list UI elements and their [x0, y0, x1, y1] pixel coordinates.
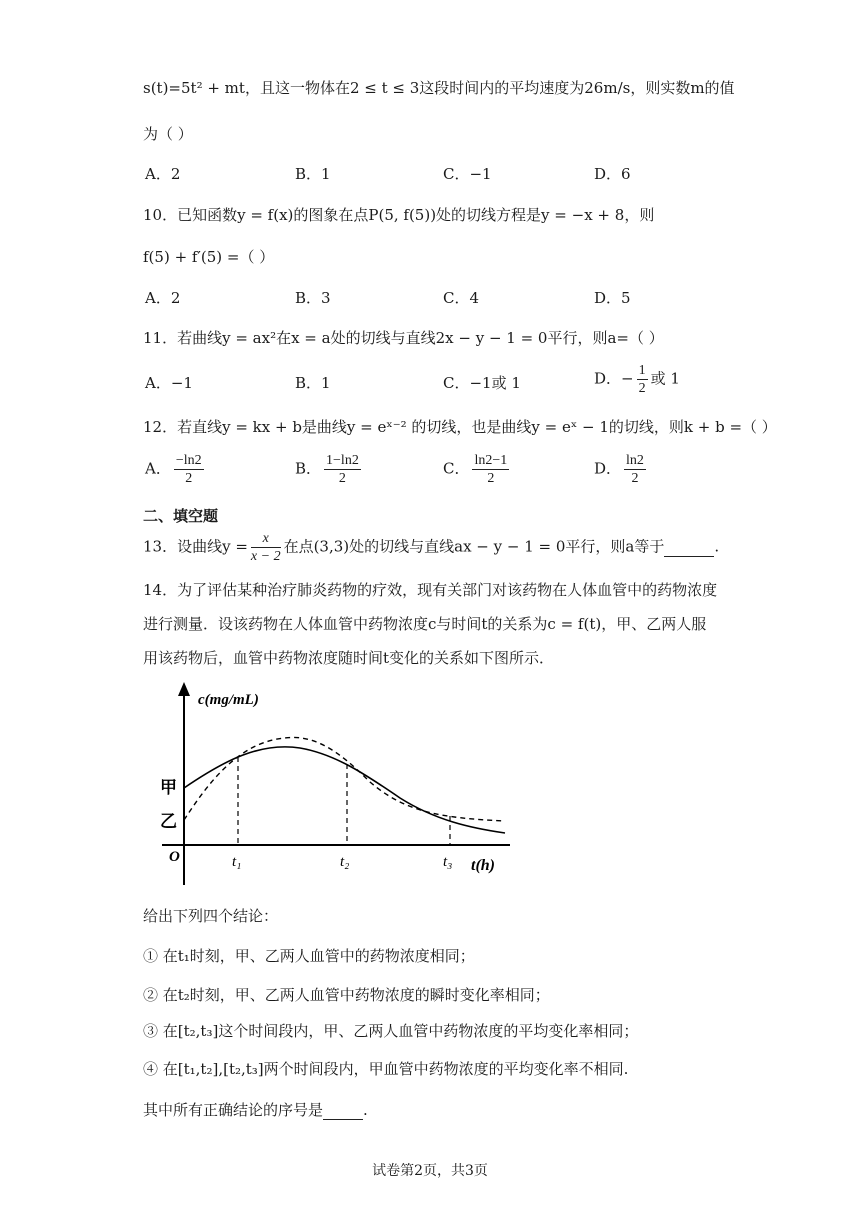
q12-option-c-fraction	[472, 452, 509, 487]
q11-option-d-suffix: 或 1	[650, 369, 680, 388]
curve-label-yi: 乙	[160, 812, 177, 832]
q11-stem: 11．若曲线y = ax²在x = a处的切线与直线2x − y − 1 = 0平行，则a=（ ）	[143, 329, 664, 347]
q12-option-c-label: C．	[443, 459, 470, 478]
q13-answer-blank[interactable]	[664, 538, 714, 557]
q14-question-text: 其中所有正确结论的序号是	[143, 1101, 324, 1119]
concentration-graph	[150, 680, 520, 895]
q11-option-d-denominator: 2	[638, 381, 646, 396]
q10-option-a: A．2	[145, 289, 181, 307]
y-axis-label: c(mg/mL)	[198, 692, 259, 708]
curve-label-jia: 甲	[160, 778, 177, 798]
q12-option-d-numerator: ln2	[626, 453, 644, 468]
q14-stem-line1: 14．为了评估某种治疗肺炎药物的疗效，现有关部门对该药物在人体血管中的药物浓度	[143, 581, 718, 599]
q14-intro: 给出下列四个结论：	[143, 907, 279, 925]
q13-fraction-denominator: x − 2	[250, 549, 281, 564]
q12-option-b-label: B．	[295, 459, 322, 478]
q12-option-c	[443, 452, 512, 487]
y-axis-arrow	[178, 682, 190, 696]
q11-option-a: A．−1	[145, 374, 193, 392]
q14-answer-blank[interactable]	[323, 1101, 363, 1120]
q10-stem-line1: 10．已知函数y = f(x)的图象在点P(5, f(5))处的切线方程是y = −x + 8，则	[143, 206, 655, 224]
q12-option-d-label: D．	[594, 459, 622, 478]
q13-fraction-numerator: x	[251, 530, 281, 548]
q12-option-a	[145, 452, 207, 487]
curve-jia	[184, 747, 505, 833]
q9-stem-line1: s(t)=5t² + mt，且这一物体在2 ≤ t ≤ 3这段时间内的平均速度为26m/s，则实数m的值	[143, 79, 735, 97]
q12-option-a-numerator: −ln2	[175, 453, 202, 468]
q12-option-c-numerator: ln2−1	[474, 453, 508, 468]
q11-option-d-prefix: D．−	[594, 369, 634, 388]
q12-option-c-denominator: 2	[487, 471, 495, 486]
section-title-fill-in: 二、填空题	[143, 507, 219, 525]
q14-conclusion-2: ② 在t₂时刻，甲、乙两人血管中药物浓度的瞬时变化率相同；	[143, 986, 550, 1004]
q12-option-d-fraction	[624, 452, 646, 487]
q14-conclusion-4: ④ 在[t₁,t₂],[t₂,t₃]两个时间段内，甲血管中药物浓度的平均变化率不相同.	[143, 1060, 629, 1078]
q12-stem: 12．若直线y = kx + b是曲线y = eˣ⁻² 的切线，也是曲线y = eˣ − 1的切线，则k + b =（ ）	[143, 418, 777, 436]
q13-prefix: 13．设曲线y =	[143, 537, 248, 556]
q12-option-b-fraction	[324, 452, 361, 487]
q10-option-b: B．3	[295, 289, 331, 307]
q14-question	[143, 1099, 368, 1120]
tick-t3: t₃	[443, 854, 453, 870]
q11-option-c: C．−1或 1	[443, 374, 521, 392]
q11-option-d-fraction	[637, 362, 648, 397]
q14-stem-line3: 用该药物后，血管中药物浓度随时间t变化的关系如下图所示．	[143, 649, 555, 667]
q12-option-b-numerator: 1−ln2	[326, 453, 359, 468]
tick-t2: t₂	[340, 854, 350, 870]
q9-option-c: C．−1	[443, 165, 492, 183]
q12-option-a-label: A．	[145, 459, 171, 478]
q10-option-c: C．4	[443, 289, 480, 307]
q11-option-d-numerator: 1	[638, 363, 646, 378]
q12-option-b-denominator: 2	[338, 471, 346, 486]
q12-option-a-fraction	[174, 452, 204, 487]
q9-stem-line2: 为（ ）	[143, 125, 193, 143]
curve-yi	[184, 737, 505, 821]
q13-end: .	[714, 537, 720, 556]
q10-stem-line2: f(5) + f′(5) =（ ）	[143, 248, 275, 266]
q9-option-b: B．1	[295, 165, 331, 183]
q9-option-d: D．6	[594, 165, 631, 183]
q12-option-d-denominator: 2	[631, 471, 639, 486]
tick-t1: t₁	[232, 854, 242, 870]
q11-option-d	[594, 362, 680, 397]
q11-option-b: B．1	[295, 374, 331, 392]
q10-option-d: D．5	[594, 289, 631, 307]
q14-conclusion-3: ③ 在[t₂,t₃]这个时间段内，甲、乙两人血管中药物浓度的平均变化率相同；	[143, 1022, 639, 1040]
q14-stem-line2: 进行测量．设该药物在人体血管中药物浓度c与时间t的关系为c = f(t)，甲、乙两人服	[143, 615, 707, 633]
q9-option-a: A．2	[145, 165, 181, 183]
q12-option-a-denominator: 2	[185, 471, 193, 486]
q14-conclusion-1: ① 在t₁时刻，甲、乙两人血管中的药物浓度相同；	[143, 947, 475, 965]
origin-label: O	[169, 849, 180, 865]
q12-option-d	[594, 452, 649, 487]
q14-question-end: .	[363, 1101, 368, 1119]
x-axis-label: t(h)	[471, 857, 495, 874]
q13-fraction	[251, 530, 281, 565]
page-footer: 试卷第2页，共3页	[372, 1163, 488, 1179]
q12-option-b	[295, 452, 364, 487]
q13-stem	[143, 530, 719, 565]
q13-suffix: 在点(3,3)处的切线与直线ax − y − 1 = 0平行，则a等于	[283, 537, 665, 556]
